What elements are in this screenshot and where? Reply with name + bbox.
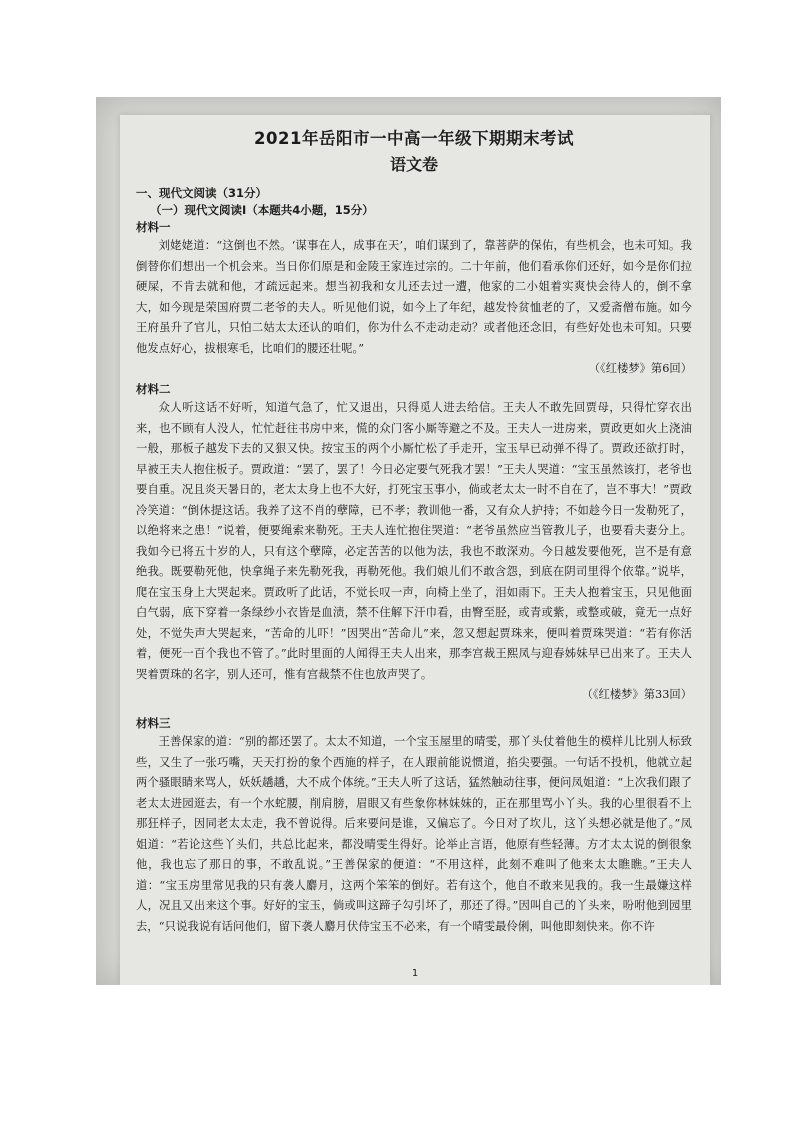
material-3-label: 材料三 [136,716,171,730]
sheet-content [136,127,692,937]
exam-sheet [120,115,710,985]
section-heading: 一、现代文阅读（31分） [136,186,268,200]
spacer [136,707,692,715]
material-2-cite: （《红楼梦》第33回） [581,688,692,701]
material-1-label: 材料一 [136,220,171,234]
exam-title: 2021年岳阳市一中高一年级下期期末考试 [254,129,574,148]
material-1-cite: （《红楼梦》第6回） [588,362,692,375]
scanned-photo [96,97,721,985]
exam-subtitle: 语文卷 [389,155,438,174]
material-1-text: 刘姥姥道：“这倒也不然。‘谋事在人，成事在天’，咱们谋到了，靠菩萨的保佑，有些机会，也未可知。我倒替你们想出一个机会来。当日你们原是和金陵王家连过宗的。二十年前，他们看承你们还好，如今是你们拉硬屎，不肯去就和他，才疏远起来。想当初我和女儿还去过一遭，他家的二小姐着实爽快会待人的，倒不拿大，如今现是荣国府贾二老爷的夫人。听见他们说，如今上了年纪，越发怜贫恤老的了，又爱斋僧布施。如今王府虽升了官儿，只怕二姑太太还认的咱们，你为什么不走动走动？或者他还念旧，有些好处也未可知。只要他发点好心，拔根寒毛，比咱们的腰还壮呢。” [136,239,692,355]
sub-section-heading: （一）现代文阅读Ⅰ（本题共4小题，15分） [150,203,374,217]
material-2-text: 众人听这话不好听，知道气急了，忙又退出，只得觅人进去给信。王夫人不敢先回贾母，只得忙穿衣出来，也不顾有人没人，忙忙赶往书房中来，慌的众门客小厮等避之不及。王夫人一进房来，贾政更如火上浇油一般，那板子越发下去的又狠又快。按宝玉的两个小厮忙松了手走开，宝玉早已动弹不得了。贾政还欲打时，早被王夫人抱住板子。贾政道：“罢了，罢了！今日必定要气死我才罢！”王夫人哭道：“宝玉虽然该打，老爷也要自重。况且炎天暑日的，老太太身上也不大好，打死宝玉事小，倘或老太太一时不自在了，岂不事大！”贾政冷笑道：“倒休提这话。我养了这不肖的孽障，已不孝；教训他一番，又有众人护持；不如趁今日一发勒死了，以绝将来之患！”说着，便要绳索来勒死。王夫人连忙抱住哭道：“老爷虽然应当管教儿子，也要看夫妻分上。我如今已将五十岁的人，只有这个孽障，必定苦苦的以他为法，我也不敢深劝。今日越发要他死，岂不是有意绝我。既要勒死他，快拿绳子来先勒死我，再勒死他。我们娘儿们不敢含怨，到底在阴司里得个依靠。”说毕，爬在宝玉身上大哭起来。贾政听了此话，不觉长叹一声，向椅上坐了，泪如雨下。王夫人抱着宝玉，只见他面白气弱，底下穿着一条绿纱小衣皆是血渍，禁不住解下汗巾看，由臀至胫，或青或紫，或整或破，竟无一点好处，不觉失声大哭起来，“苦命的儿吓！”因哭出“苦命儿”来，忽又想起贾珠来，便叫着贾珠哭道：“若有你活着，便死一百个我也不管了。”此时里面的人闻得王夫人出来，那李宫裁王熙凤与迎春姊妹早已出来了。王夫人哭着贾珠的名字，别人还可，惟有宫裁禁不住也放声哭了。 [136,401,692,681]
page-number: 1 [411,968,419,979]
material-3-text: 王善保家的道：“别的都还罢了。太太不知道，一个宝玉屋里的晴雯，那丫头仗着他生的模样儿比别人标致些，又生了一张巧嘴，天天打扮的象个西施的样子，在人跟前能说惯道，掐尖要强。一句话不投机，他就立起两个骚眼睛来骂人，妖妖趫趫，大不成个体统。”王夫人听了这话，猛然触动往事，便问凤姐道：“上次我们跟了老太太进园逛去，有一个水蛇腰，削肩膀，眉眼又有些象你林妹妹的，正在那里骂小丫头。我的心里很看不上那狂样子，因同老太太走，我不曾说得。后来要问是谁，又偏忘了。今日对了坎儿，这丫头想必就是他了。”凤姐道：“若论这些丫头们，共总比起来，都没晴雯生得好。论举止言语，他原有些轻薄。方才太太说的倒很象他，我也忘了那日的事，不敢乱说。”王善保家的便道：“不用这样，此刻不难叫了他来太太瞧瞧。”王夫人道：“宝玉房里常见我的只有袭人麝月，这两个笨笨的倒好。若有这个，他自不敢来见我的。我一生最嫌这样人，况且又出来这个事。好好的宝玉，倘或叫这蹄子勾引坏了，那还了得。”因叫自己的丫头来，吩咐他到园里去，“只说我说有话问他们，留下袭人麝月伏侍宝玉不必来，有一个晴雯最伶俐，叫他即刻快来。你不许 [136,735,692,933]
material-2-label: 材料二 [136,382,171,396]
